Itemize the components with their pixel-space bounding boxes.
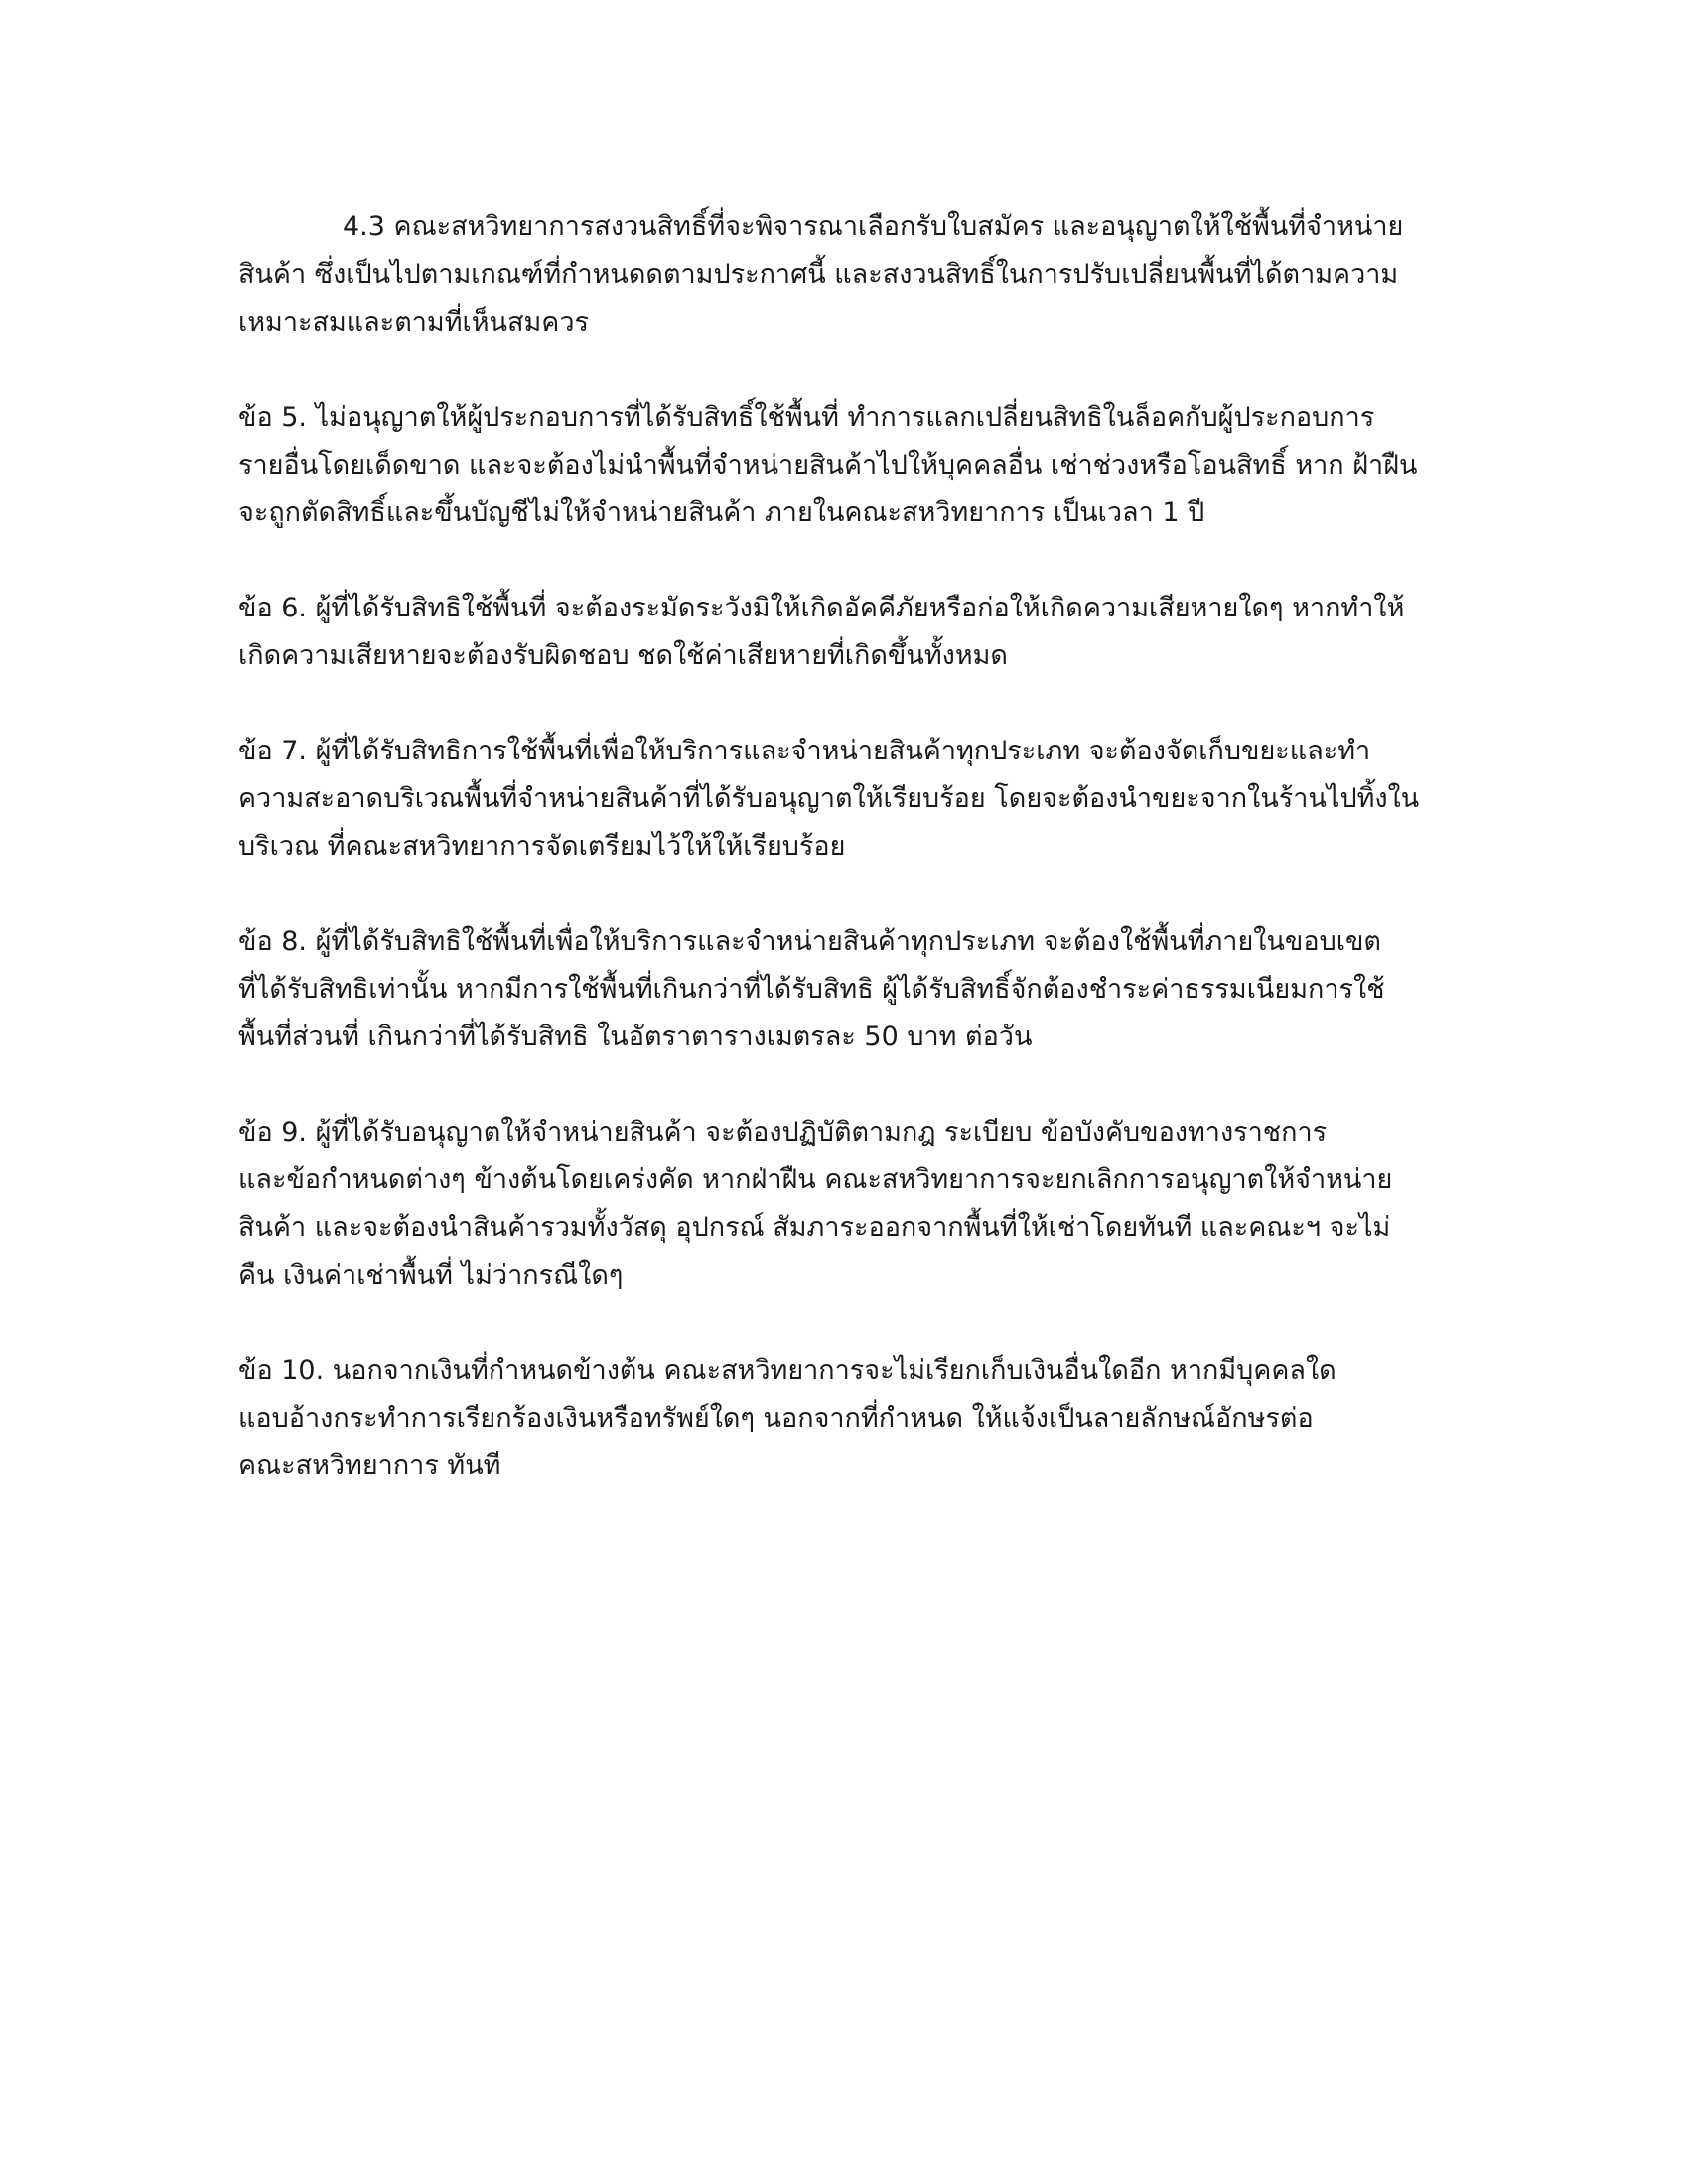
clause-4-3-paragraph [238, 204, 1430, 346]
paragraph-line: บริเวณ ที่คณะสหวิทยาการจัดเตรียมไว้ให้ให้เรียบร้อย [238, 831, 846, 862]
paragraph-line: รายอื่นโดยเด็ดขาด และจะต้องไม่นำพื้นที่จำหน่ายสินค้าไปให้บุคคลอื่น เช่าช่วงหรือโอนสิทธิ์ หาก ฝ้าฝืน [238, 450, 1418, 480]
paragraph-line: คณะสหวิทยาการ ทันที [238, 1450, 501, 1481]
paragraph-line: ที่ได้รับสิทธิเท่านั้น หากมีการใช้พื้นที่เกินกว่าที่ได้รับสิทธิ ผู้ได้รับสิทธิ์จักต้องชำระค่าธรรมเนียมการใช้ [238, 974, 1385, 1005]
paragraph-line: ข้อ 7. ผู้ที่ได้รับสิทธิการใช้พื้นที่เพื่อให้บริการและจำหน่ายสินค้าทุกประเภท จะต้องจัดเก็บขยะและทำ [238, 736, 1371, 766]
paragraph-line: ข้อ 10. นอกจากเงินที่กำหนดข้างต้น คณะสหวิทยาการจะไม่เรียกเก็บเงินอื่นใดอีก หากมีบุคคลใด [238, 1355, 1336, 1386]
paragraph-line: จะถูกตัดสิทธิ์และขึ้นบัญชีไม่ให้จำหน่ายสินค้า ภายในคณะสหวิทยาการ เป็นเวลา 1 ปี [238, 497, 1205, 528]
paragraph-line: ข้อ 8. ผู้ที่ได้รับสิทธิใช้พื้นที่เพื่อให้บริการและจำหน่ายสินค้าทุกประเภท จะต้องใช้พื้นที่ภายในขอบเขต [238, 926, 1381, 957]
clause-9-paragraph [238, 1109, 1430, 1299]
paragraph-line: พื้นที่ส่วนที่ เกินกว่าที่ได้รับสิทธิ ในอัตราตารางเมตรละ 50 บาท ต่อวัน [238, 1022, 1033, 1052]
paragraph-line: สินค้า ซึ่งเป็นไปตามเกณฑ์ที่กำหนดดตามประกาศนี้ และสงวนสิทธิ์ในการปรับเปลี่ยนพื้นที่ได้ตามความ [238, 259, 1399, 290]
paragraph-line: ความสะอาดบริเวณพื้นที่จำหน่ายสินค้าที่ได้รับอนุญาตให้เรียบร้อย โดยจะต้องนำขยะจากในร้านไปทิ้งใน [238, 783, 1420, 814]
paragraph-line: ข้อ 5. ไม่อนุญาตให้ผู้ประกอบการที่ได้รับสิทธิ์ใช้พื้นที่ ทำการแลกเปลี่ยนสิทธิในล็อคกับผู้ประกอบการ [238, 402, 1375, 433]
paragraph-line: เหมาะสมและตามที่เห็นสมควร [238, 307, 589, 338]
clause-7-paragraph [238, 728, 1430, 871]
clause-5-paragraph [238, 394, 1430, 537]
paragraph-line: ข้อ 6. ผู้ที่ได้รับสิทธิใช้พื้นที่ จะต้องระมัดระวังมิให้เกิดอัคคีภัยหรือก่อให้เกิดความเสียหายใดๆ หากทำให้ [238, 593, 1405, 623]
paragraph-line: ข้อ 9. ผู้ที่ได้รับอนุญาตให้จำหน่ายสินค้า จะต้องปฏิบัติตามกฎ ระเบียบ ข้อบังคับของทางราชการ [238, 1117, 1328, 1148]
paragraph-line: เกิดความเสียหายจะต้องรับผิดชอบ ชดใช้ค่าเสียหายที่เกิดขึ้นทั้งหมด [238, 640, 1008, 671]
document-body [238, 204, 1430, 1538]
paragraph-line: แอบอ้างกระทำการเรียกร้องเงินหรือทรัพย์ใดๆ นอกจากที่กำหนด ให้แจ้งเป็นลายลักษณ์อักษรต่อ [238, 1403, 1314, 1433]
paragraph-line: คืน เงินค่าเช่าพื้นที่ ไม่ว่ากรณีใดๆ [238, 1260, 624, 1291]
clause-6-paragraph [238, 585, 1430, 680]
clause-8-paragraph [238, 918, 1430, 1061]
paragraph-line: และข้อกำหนดต่างๆ ข้างต้นโดยเคร่งคัด หากฝ่าฝืน คณะสหวิทยาการจะยกเลิกการอนุญาตให้จำหน่าย [238, 1164, 1393, 1195]
paragraph-line: 4.3 คณะสหวิทยาการสงวนสิทธิ์ที่จะพิจารณาเลือกรับใบสมัคร และอนุญาตให้ใช้พื้นที่จำหน่าย [343, 211, 1404, 242]
clause-10-paragraph [238, 1347, 1430, 1490]
paragraph-line: สินค้า และจะต้องนำสินค้ารวมทั้งวัสดุ อุปกรณ์ สัมภาระออกจากพื้นที่ให้เช่าโดยทันที และคณะฯ จะไม่ [238, 1212, 1391, 1243]
